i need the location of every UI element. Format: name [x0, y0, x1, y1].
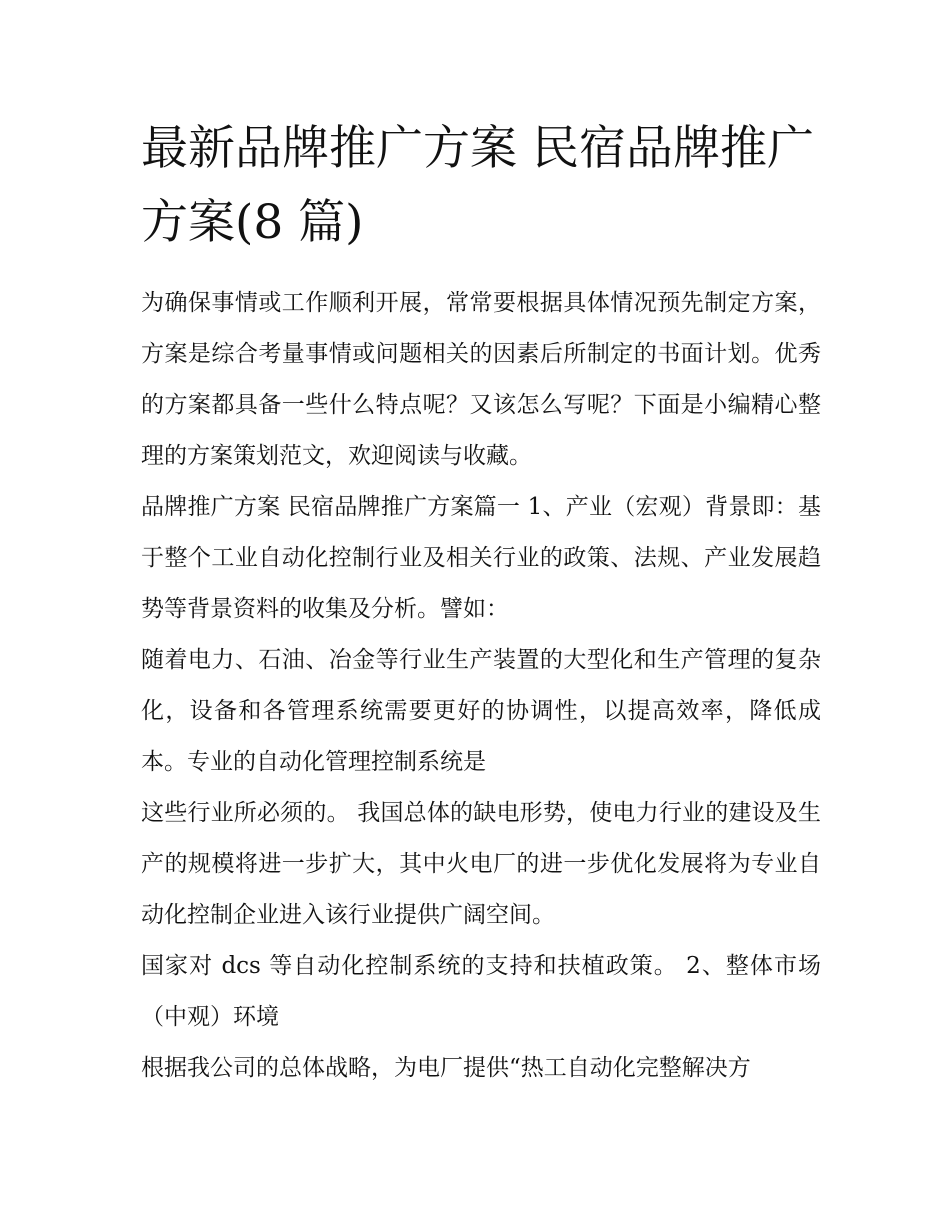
paragraph-intro: 为确保事情或工作顺利开展，常常要根据具体情况预先制定方案，方案是综合考量事情或问题相关的因素后所制定的书面计划。优秀的方案都具备一些什么特点呢？又该怎么写呢？下面是小编精心整理的方案策划范文，欢迎阅读与收藏。 — [141, 290, 821, 469]
paragraph-strategy: 根据我公司的总体战略，为电厂提供“热工自动化完整解决方 — [141, 1055, 751, 1081]
paragraph-section-1-background: 品牌推广方案 民宿品牌推广方案篇一 1、产业（宏观）背景即：基于整个工业自动化控制行业及相关行业的政策、法规、产业发展趋势等背景资料的收集及分析。譬如： — [141, 494, 821, 622]
paragraph-power-shortage: 这些行业所必须的。 我国总体的缺电形势，使电力行业的建设及生产的规模将进一步扩大，其中火电厂的进一步优化发展将为专业自动化控制企业进入该行业提供广阔空间。 — [141, 800, 821, 928]
paragraph-industry-trend: 随着电力、石油、冶金等行业生产装置的大型化和生产管理的复杂化，设备和各管理系统需要更好的协调性，以提高效率，降低成本。专业的自动化管理控制系统是 — [141, 647, 821, 775]
document-body — [141, 278, 821, 1094]
paragraph-section-2-market: 国家对 dcs 等自动化控制系统的支持和扶植政策。 2、整体市场（中观）环境 — [141, 953, 821, 1030]
document-title: 最新品牌推广方案 民宿品牌推广方案(8 篇) — [141, 121, 814, 250]
document-page — [141, 112, 821, 1094]
